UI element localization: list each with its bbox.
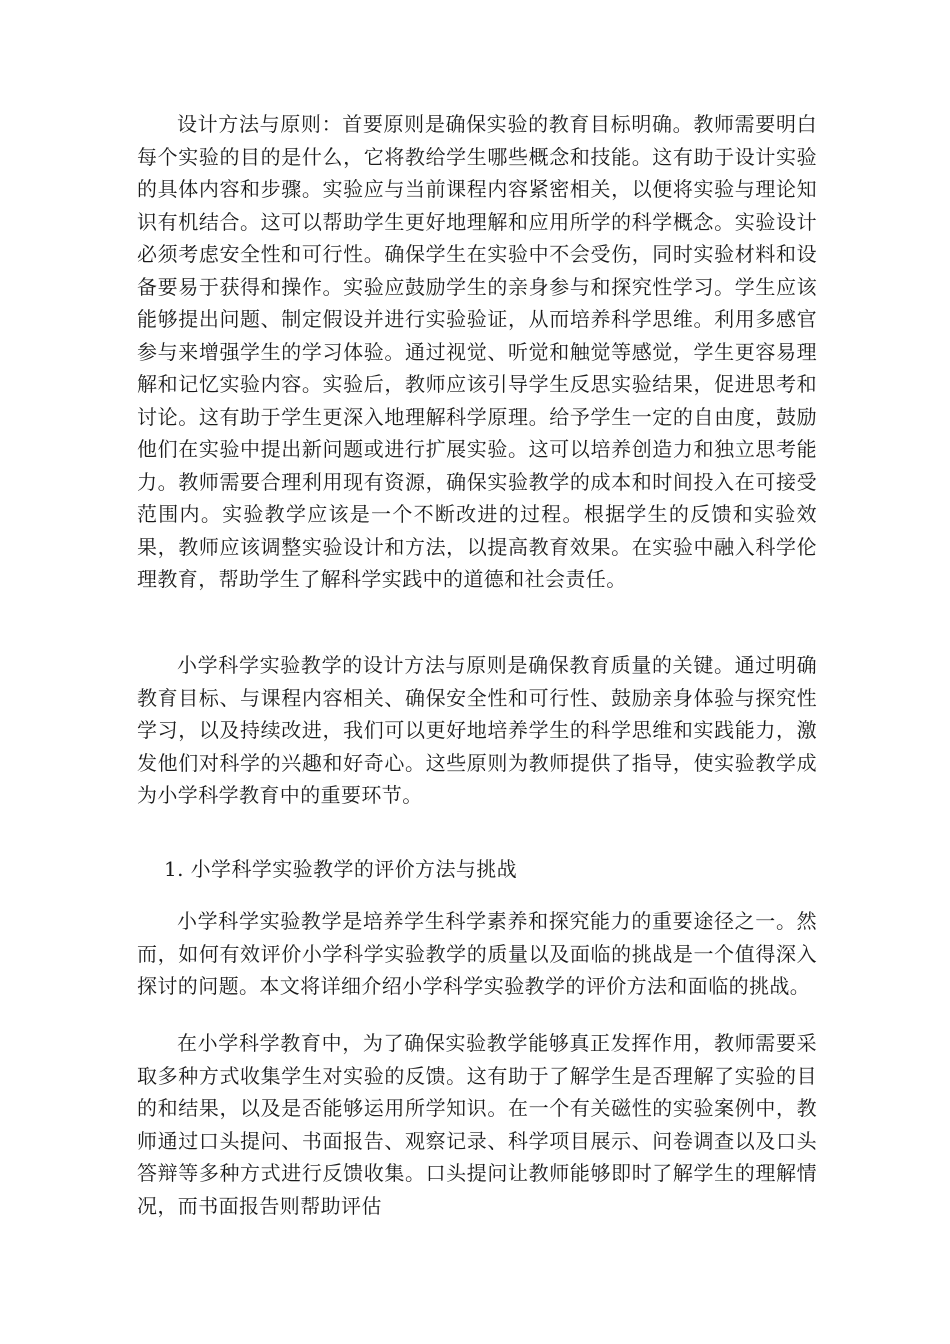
body-paragraph-design-principles: 设计方法与原则：首要原则是确保实验的教育目标明确。教师需要明白每个实验的目的是什么，它将教给学生哪些概念和技能。这有助于设计实验的具体内容和步骤。实验应与当前课程内容紧密相关，以便将实验与理论知识有机结合。这可以帮助学生更好地理解和应用所学的科学概念。实验设计必须考虑安全性和可行性。确保学生在实验中不会受伤，同时实验材料和设备要易于获得和操作。实验应鼓励学生的亲身参与和探究性学习。学生应该能够提出问题、制定假设并进行实验验证，从而培养科学思维。利用多感官参与来增强学生的学习体验。通过视觉、听觉和触觉等感觉，学生更容易理解和记忆实验内容。实验后，教师应该引导学生反思实验结果，促进思考和讨论。这有助于学生更深入地理解科学原理。给予学生一定的自由度，鼓励他们在实验中提出新问题或进行扩展实验。这可以培养创造力和独立思考能力。教师需要合理利用现有资源，确保实验教学的成本和时间投入在可接受范围内。实验教学应该是一个不断改进的过程。根据学生的反馈和实验效果，教师应该调整实验设计和方法，以提高教育效果。在实验中融入科学伦理教育，帮助学生了解科学实践中的道德和社会责任。: [137, 112, 817, 591]
body-paragraph-summary: 小学科学实验教学的设计方法与原则是确保教育质量的关键。通过明确教育目标、与课程内容相关、确保安全性和可行性、鼓励亲身体验与探究性学习，以及持续改进，我们可以更好地培养学生的科学思维和实践能力，激发他们对科学的兴趣和好奇心。这些原则为教师提供了指导，使实验教学成为小学科学教育中的重要环节。: [137, 653, 817, 807]
body-paragraph-feedback-collection: 在小学科学教育中，为了确保实验教学能够真正发挥作用，教师需要采取多种方式收集学生对实验的反馈。这有助于了解学生是否理解了实验的目的和结果，以及是否能够运用所学知识。在一个有关磁性的实验案例中，教师通过口头提问、书面报告、观察记录、科学项目展示、问卷调查以及口头答辩等多种方式进行反馈收集。口头提问让教师能够即时了解学生的理解情况，而书面报告则帮助评估: [137, 1031, 817, 1218]
body-paragraph-evaluation-intro: 小学科学实验教学是培养学生科学素养和探究能力的重要途径之一。然而，如何有效评价小学科学实验教学的质量以及面临的挑战是一个值得深入探讨的问题。本文将详细介绍小学科学实验教学的评价方法和面临的挑战。: [137, 909, 817, 998]
section-heading: 1. 小学科学实验教学的评价方法与挑战: [164, 857, 518, 881]
